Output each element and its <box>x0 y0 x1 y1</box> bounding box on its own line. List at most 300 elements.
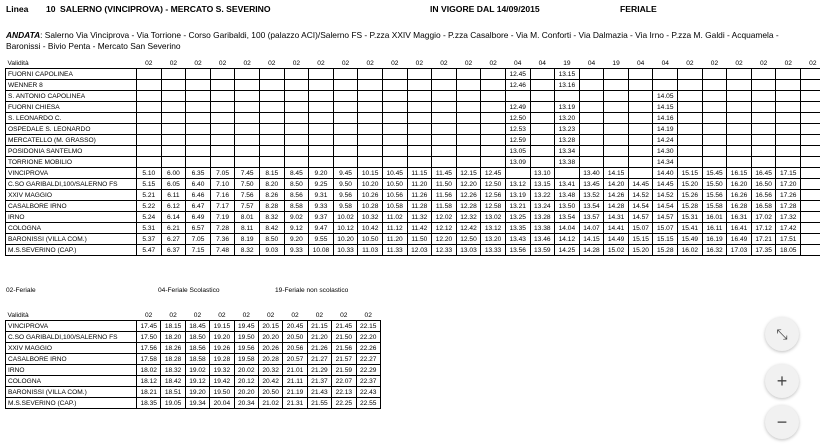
validity-code: 02 <box>315 311 324 319</box>
departure-time <box>358 146 383 157</box>
departure-time <box>161 135 186 146</box>
validity-code: 02 <box>242 311 250 319</box>
departure-time: 17.56 <box>137 343 161 354</box>
departure-time: 15.28 <box>678 201 703 212</box>
departure-time: 18.26 <box>161 343 185 354</box>
departure-time <box>751 157 776 168</box>
departure-time <box>628 146 653 157</box>
departure-time: 13.19 <box>505 190 530 201</box>
departure-time: 9.55 <box>309 234 334 245</box>
departure-time: 16.02 <box>678 245 703 256</box>
departure-time <box>432 91 457 102</box>
departure-time <box>751 80 776 91</box>
validity-code: 02 <box>440 59 448 67</box>
departure-time <box>801 80 820 91</box>
validity-code: 02 <box>243 59 251 67</box>
departure-time <box>604 157 629 168</box>
departure-time <box>751 135 776 146</box>
departure-time <box>776 102 801 113</box>
departure-time: 14.52 <box>628 190 653 201</box>
departure-time: 18.05 <box>776 245 801 256</box>
departure-time: 16.50 <box>751 179 776 190</box>
departure-time: 14.52 <box>653 190 678 201</box>
departure-time: 18.32 <box>161 365 185 376</box>
departure-time: 8.01 <box>235 212 260 223</box>
departure-time <box>407 135 432 146</box>
departure-time <box>702 80 727 91</box>
departure-time: 6.14 <box>161 212 186 223</box>
departure-time: 6.47 <box>186 201 211 212</box>
departure-time: 8.58 <box>284 201 309 212</box>
departure-time: 15.56 <box>702 190 727 201</box>
departure-time: 15.45 <box>702 168 727 179</box>
zoom-out-button[interactable] <box>765 405 799 439</box>
departure-time: 20.02 <box>234 365 258 376</box>
stop-row <box>6 124 820 135</box>
stop-name: FUORNI CHIESA <box>6 102 137 113</box>
departure-time: 17.50 <box>137 332 161 343</box>
departure-time: 14.16 <box>653 113 678 124</box>
departure-time: 12.46 <box>505 80 530 91</box>
departure-time <box>678 146 703 157</box>
departure-time <box>309 135 334 146</box>
departure-time: 20.45 <box>283 321 307 332</box>
departure-time: 13.15 <box>530 179 555 190</box>
departure-time: 6.00 <box>161 168 186 179</box>
departure-time: 5.31 <box>137 223 162 234</box>
departure-time: 20.04 <box>210 398 234 409</box>
departure-time: 19.56 <box>234 343 258 354</box>
stop-row <box>6 223 820 234</box>
departure-time <box>801 91 820 102</box>
departure-time <box>555 91 580 102</box>
departure-time: 13.12 <box>505 179 530 190</box>
departure-time <box>628 124 653 135</box>
departure-time <box>604 135 629 146</box>
departure-time <box>284 146 309 157</box>
departure-time: 9.58 <box>333 201 358 212</box>
departure-time: 17.58 <box>137 354 161 365</box>
departure-time: 8.20 <box>259 179 284 190</box>
departure-time: 15.07 <box>628 223 653 234</box>
departure-time: 19.50 <box>234 332 258 343</box>
departure-time: 17.32 <box>776 212 801 223</box>
departure-time: 21.50 <box>332 332 356 343</box>
departure-time: 16.31 <box>727 212 752 223</box>
departure-time <box>801 146 820 157</box>
departure-time: 19.45 <box>234 321 258 332</box>
departure-time <box>628 91 653 102</box>
departure-time: 16.11 <box>702 223 727 234</box>
departure-time <box>481 69 506 80</box>
departure-time: 5.21 <box>137 190 162 201</box>
validity-code: 02 <box>809 59 817 67</box>
stop-row <box>6 80 820 91</box>
departure-time <box>382 69 407 80</box>
departure-time: 22.26 <box>356 343 380 354</box>
departure-time: 5.24 <box>137 212 162 223</box>
departure-time <box>186 69 211 80</box>
departure-time <box>235 91 260 102</box>
departure-time: 15.15 <box>628 234 653 245</box>
departure-time: 6.46 <box>186 190 211 201</box>
departure-time <box>333 80 358 91</box>
departure-time <box>161 91 186 102</box>
departure-time: 6.49 <box>186 212 211 223</box>
departure-time: 11.32 <box>407 212 432 223</box>
zoom-in-button[interactable] <box>765 364 799 398</box>
validity-code: 04 <box>538 59 546 67</box>
departure-time: 17.15 <box>776 168 801 179</box>
departure-time: 7.05 <box>210 168 235 179</box>
departure-time <box>456 135 481 146</box>
departure-time: 12.58 <box>481 201 506 212</box>
departure-time: 16.58 <box>751 201 776 212</box>
departure-time: 13.10 <box>530 168 555 179</box>
departure-time: 20.15 <box>258 321 282 332</box>
departure-time: 14.54 <box>653 201 678 212</box>
validity-code: 02 <box>292 59 301 67</box>
departure-time: 13.15 <box>555 69 580 80</box>
departure-time: 14.57 <box>653 212 678 223</box>
departure-time <box>284 80 309 91</box>
departure-time: 6.40 <box>186 179 211 190</box>
departure-time <box>678 135 703 146</box>
departure-time <box>530 146 555 157</box>
departure-time: 8.42 <box>259 223 284 234</box>
departure-time: 20.26 <box>258 343 282 354</box>
departure-time: 10.20 <box>358 179 383 190</box>
stop-name: XXIV MAGGIO <box>6 343 137 354</box>
stop-name: COLOGNA <box>6 376 137 387</box>
validity-code: 04 <box>514 59 522 67</box>
departure-time: 14.49 <box>604 234 629 245</box>
departure-time: 15.15 <box>653 234 678 245</box>
departure-time <box>801 234 820 245</box>
departure-time: 13.52 <box>579 190 604 201</box>
departure-time <box>333 146 358 157</box>
departure-time: 11.20 <box>382 234 407 245</box>
departure-time <box>137 80 162 91</box>
departure-time: 20.32 <box>258 365 282 376</box>
departure-time: 10.50 <box>358 234 383 245</box>
departure-time <box>727 157 752 168</box>
departure-time <box>751 113 776 124</box>
departure-time <box>161 146 186 157</box>
departure-time: 12.12 <box>432 223 457 234</box>
legend-scolastico: 04-Feriale Scolastico <box>158 287 220 294</box>
departure-time: 9.20 <box>309 168 334 179</box>
stop-name: BARONISSI (VILLA COM.) <box>6 387 137 398</box>
stop-name: C.SO GARIBALDI,100/SALERNO FS <box>6 332 137 343</box>
departure-time: 14.26 <box>604 190 629 201</box>
departure-time: 10.08 <box>309 245 334 256</box>
departure-time: 10.28 <box>358 201 383 212</box>
validity-code: 02 <box>686 59 694 67</box>
departure-time: 9.47 <box>309 223 334 234</box>
departure-time: 18.50 <box>185 332 209 343</box>
departure-time <box>801 157 820 168</box>
departure-time: 22.13 <box>332 387 356 398</box>
departure-time <box>604 146 629 157</box>
departure-time <box>186 146 211 157</box>
departure-time <box>481 80 506 91</box>
departure-time: 20.50 <box>258 387 282 398</box>
departure-time: 16.26 <box>727 190 752 201</box>
departure-time <box>801 168 820 179</box>
departure-time <box>751 91 776 102</box>
departure-time: 7.16 <box>210 190 235 201</box>
departure-time <box>702 91 727 102</box>
validity-code: 19 <box>612 59 620 67</box>
departure-time <box>604 91 629 102</box>
departure-time: 6.27 <box>161 234 186 245</box>
departure-time: 16.49 <box>727 234 752 245</box>
legend-feriale: 02-Feriale <box>6 287 36 294</box>
departure-time: 13.50 <box>555 201 580 212</box>
departure-time <box>530 91 555 102</box>
departure-time: 17.35 <box>751 245 776 256</box>
departure-time: 20.50 <box>283 332 307 343</box>
departure-time: 13.28 <box>555 135 580 146</box>
departure-time: 16.20 <box>727 179 752 190</box>
departure-time <box>579 113 604 124</box>
departure-time: 6.12 <box>161 201 186 212</box>
departure-time <box>456 157 481 168</box>
departure-time <box>432 80 457 91</box>
departure-time: 16.19 <box>702 234 727 245</box>
departure-time: 13.28 <box>530 212 555 223</box>
departure-time <box>259 113 284 124</box>
departure-time: 13.20 <box>555 113 580 124</box>
departure-time: 13.16 <box>555 80 580 91</box>
departure-time: 13.20 <box>481 234 506 245</box>
departure-time: 9.25 <box>309 179 334 190</box>
departure-time <box>284 135 309 146</box>
departure-time: 14.07 <box>579 223 604 234</box>
line-label: Linea <box>6 4 29 14</box>
departure-time <box>628 168 653 179</box>
departure-time: 12.26 <box>456 190 481 201</box>
departure-time <box>801 201 820 212</box>
stop-row <box>6 343 381 354</box>
departure-time <box>407 80 432 91</box>
departure-time <box>530 113 555 124</box>
departure-time <box>456 102 481 113</box>
departure-time <box>702 69 727 80</box>
departure-time <box>259 135 284 146</box>
validity-code: 04 <box>637 59 645 67</box>
departure-time <box>801 179 820 190</box>
departure-time: 13.56 <box>505 245 530 256</box>
departure-time <box>481 102 506 113</box>
departure-time <box>456 69 481 80</box>
departure-time: 14.20 <box>604 179 629 190</box>
departure-time <box>186 135 211 146</box>
departure-time <box>579 91 604 102</box>
departure-time: 20.28 <box>258 354 282 365</box>
departure-time: 7.50 <box>235 179 260 190</box>
departure-time <box>309 146 334 157</box>
departure-time: 12.45 <box>481 168 506 179</box>
route-label: ANDATA <box>6 30 41 40</box>
departure-time: 18.42 <box>161 376 185 387</box>
validity-code: 02 <box>340 311 348 319</box>
fit-page-button[interactable] <box>765 317 799 351</box>
departure-time: 11.15 <box>407 168 432 179</box>
departure-time: 13.41 <box>555 179 580 190</box>
departure-time: 11.12 <box>382 223 407 234</box>
departure-time: 10.58 <box>382 201 407 212</box>
stop-row <box>6 135 820 146</box>
departure-time <box>358 157 383 168</box>
departure-time <box>161 157 186 168</box>
departure-time <box>801 190 820 201</box>
departure-time: 16.32 <box>702 245 727 256</box>
departure-time: 14.31 <box>604 212 629 223</box>
departure-time <box>579 102 604 113</box>
validity-code: 02 <box>169 59 178 67</box>
departure-time <box>235 135 260 146</box>
departure-time <box>235 146 260 157</box>
departure-time: 15.28 <box>653 245 678 256</box>
stop-row <box>6 376 381 387</box>
departure-time: 12.50 <box>481 179 506 190</box>
departure-time <box>702 146 727 157</box>
departure-time: 13.57 <box>579 212 604 223</box>
departure-time: 7.36 <box>210 234 235 245</box>
departure-time <box>604 80 629 91</box>
departure-time: 10.42 <box>358 223 383 234</box>
departure-time <box>604 124 629 135</box>
departure-time: 12.15 <box>456 168 481 179</box>
zoom-out-icon: − <box>776 412 788 432</box>
stop-name: BARONISSI (VILLA COM.) <box>6 234 137 245</box>
departure-time: 15.26 <box>678 190 703 201</box>
departure-time <box>259 146 284 157</box>
departure-time <box>456 91 481 102</box>
validity-code: 02 <box>145 311 153 319</box>
departure-time <box>727 69 752 80</box>
departure-time: 11.50 <box>407 234 432 245</box>
departure-time <box>210 135 235 146</box>
departure-time <box>259 80 284 91</box>
departure-time: 20.20 <box>234 387 258 398</box>
departure-time: 17.28 <box>776 201 801 212</box>
stop-name: CASALBORE IRNO <box>6 201 137 212</box>
departure-time <box>801 223 820 234</box>
departure-time <box>358 91 383 102</box>
departure-time <box>186 157 211 168</box>
departure-time <box>801 69 820 80</box>
departure-time: 9.02 <box>284 212 309 223</box>
departure-time <box>530 157 555 168</box>
departure-time: 17.42 <box>776 223 801 234</box>
departure-time: 13.59 <box>530 245 555 256</box>
stop-row <box>6 146 820 157</box>
departure-time <box>776 135 801 146</box>
departure-time <box>432 124 457 135</box>
departure-time: 18.58 <box>185 354 209 365</box>
departure-time: 17.26 <box>776 190 801 201</box>
departure-time: 16.15 <box>727 168 752 179</box>
departure-time: 14.24 <box>653 135 678 146</box>
departure-time: 15.02 <box>604 245 629 256</box>
departure-time: 22.25 <box>332 398 356 409</box>
departure-time <box>407 146 432 157</box>
departure-time: 13.38 <box>530 223 555 234</box>
stop-name: VINCIPROVA <box>6 321 137 332</box>
departure-time <box>432 157 457 168</box>
departure-time <box>358 69 383 80</box>
stop-name: POSIDONIA SANTELMO <box>6 146 137 157</box>
departure-time <box>628 157 653 168</box>
stop-row <box>6 91 820 102</box>
departure-time <box>432 113 457 124</box>
departure-time <box>456 146 481 157</box>
stop-row <box>6 102 820 113</box>
departure-time: 15.58 <box>702 201 727 212</box>
departure-time <box>161 69 186 80</box>
departure-time: 11.50 <box>432 179 457 190</box>
legend-non-scolastico: 19-Feriale non scolastico <box>275 287 349 294</box>
departure-time: 14.57 <box>628 212 653 223</box>
departure-time: 21.01 <box>283 365 307 376</box>
stop-name: S. LEONARDO C. <box>6 113 137 124</box>
departure-time: 13.54 <box>555 212 580 223</box>
departure-time: 18.56 <box>185 343 209 354</box>
departure-time <box>702 124 727 135</box>
departure-time: 8.11 <box>235 223 260 234</box>
validity-row <box>6 310 381 321</box>
departure-time <box>358 102 383 113</box>
departure-time <box>382 80 407 91</box>
departure-time: 16.28 <box>727 201 752 212</box>
validity-code: 02 <box>489 59 497 67</box>
validity-code: 04 <box>661 59 669 67</box>
stop-name: S. ANTONIO CAPOLINEA <box>6 91 137 102</box>
validity-code: 02 <box>735 59 743 67</box>
departure-time: 17.02 <box>751 212 776 223</box>
departure-time <box>776 124 801 135</box>
departure-time <box>776 146 801 157</box>
departure-time: 21.11 <box>283 376 307 387</box>
departure-time: 10.56 <box>382 190 407 201</box>
departure-time <box>382 113 407 124</box>
departure-time: 19.20 <box>210 332 234 343</box>
departure-time: 18.15 <box>161 321 185 332</box>
validity-code: 02 <box>415 59 423 67</box>
departure-time <box>137 69 162 80</box>
departure-time: 10.50 <box>382 179 407 190</box>
departure-time: 5.22 <box>137 201 162 212</box>
departure-time <box>358 124 383 135</box>
departure-time <box>776 91 801 102</box>
departure-time: 5.15 <box>137 179 162 190</box>
departure-time <box>801 124 820 135</box>
departure-time: 22.20 <box>356 332 380 343</box>
departure-time <box>161 113 186 124</box>
departure-time: 15.31 <box>678 212 703 223</box>
departure-time: 19.15 <box>210 321 234 332</box>
departure-time <box>751 146 776 157</box>
departure-time <box>358 135 383 146</box>
departure-time: 13.12 <box>481 223 506 234</box>
departure-time <box>801 245 820 256</box>
stop-row <box>6 321 381 332</box>
departure-time: 17.21 <box>751 234 776 245</box>
departure-time <box>505 168 530 179</box>
